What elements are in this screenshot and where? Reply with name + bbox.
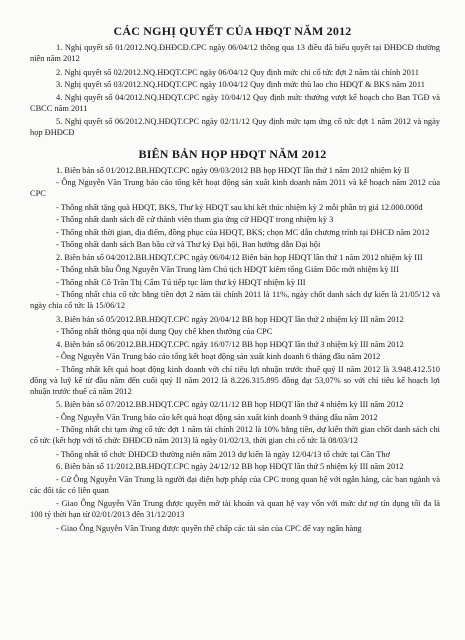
minutes-item: 6. Biên bản số 11/2012.BB.HĐQT.CPC ngày 24/12/12 BB họp HĐQT lần thứ 5 nhiệm kỳ III năm 2012 [56, 462, 404, 471]
minutes-item: - Thống nhất danh sách đề cử thành viên tham gia ứng cử HĐQT trong nhiệm kỳ 3 [56, 215, 334, 224]
resolution-item: 5. Nghị quyết số 06/2012.NQ.HĐQT.CPC ngày 02/11/12 Quy định mức tạm ứng cổ tức đợt 1 năm 2012 và ngày họp ĐHĐCĐ [30, 117, 440, 138]
minutes-item: - Thống nhất thời gian, địa điểm, đồng phục của HĐQT, BKS; chọn MC dẫn chương trình tại ĐHCĐ năm 2012 [56, 227, 430, 237]
minutes-item: 4. Biên bản số 06/2012.BB.HĐQT.CPC ngày 16/07/12 BB họp HĐQT lần thứ 3 nhiệm kỳ III năm 2012 [56, 339, 404, 349]
minutes-item: 1. Biên bản số 01/2012.BB.HĐQT.CPC ngày 09/03/2012 BB họp HĐQT lần thứ 1 năm 2012 nhiệm kỳ II [56, 165, 410, 175]
minutes-item: 2. Biên bản số 04/2012.BB.HĐQT.CPC ngày 06/04/12 Biên bản họp HĐQT lần thứ 1 năm 2012 nhiệm kỳ III [56, 252, 423, 262]
resolution-item: 1. Nghị quyết số 01/2012.NQ.ĐHĐCĐ.CPC ngày 06/04/12 thông qua 13 điều đã biểu quyết tại ĐHĐCĐ thường niên năm 2012 [30, 43, 440, 64]
minutes-item: - Thống nhất kết quả hoạt động kinh doanh với chỉ tiêu lợi nhuận trước thuế quý II năm 2012 là 3.948.412.510 đồng và luỹ kế từ đầu năm đến cuối quý II năm 2012 là 8.226.315.895 đồng đạt 53,07% so với chỉ tiêu kế hoạch lợi nhuận trước thuế cả năm 2012 [30, 364, 440, 397]
minutes-item: - Ông Nguyễn Văn Trung báo cáo tổng kết hoạt động sản xuất kinh doanh năm 2011 và kế hoạch năm 2012 của CPC [30, 178, 440, 199]
minutes-item: 3. Biên bản số 05/2012.BB.HĐQT.CPC ngày 20/04/12 BB họp HĐQT lần thứ 2 nhiệm kỳ III năm 2012 [56, 314, 404, 324]
minutes-item: - Thống nhất tặng quà HĐQT, BKS, Thư ký HĐQT sau khi kết thúc nhiệm kỳ 2 mỗi phần trị giá 12.000.000đ [56, 202, 423, 212]
resolutions-title: CÁC NGHỊ QUYẾT CỦA HĐQT NĂM 2012 [113, 24, 352, 38]
minutes-item: - Thống nhất bầu Ông Nguyễn Văn Trung làm Chủ tịch HĐQT kiêm tổng Giám Đốc mới nhiệm kỳ III [56, 265, 399, 274]
minutes-item: - Ông Nguyễn Văn Trung báo cáo kết quả hoạt động sản xuất kinh doanh 9 tháng đầu năm 2012 [56, 412, 378, 422]
minutes-item: - Thống nhất tổ chức ĐHĐCĐ thường niên năm 2013 dự kiến là ngày 12/04/13 tổ chức tại Cần Thơ [56, 449, 390, 459]
minutes-title: BIÊN BẢN HỌP HĐQT NĂM 2012 [138, 146, 327, 161]
minutes-item: - Giao Ông Nguyễn Văn Trung được quyền thế chấp các tài sản của CPC để vay ngân hàng [56, 523, 362, 533]
resolution-item: 4. Nghị quyết số 04/2012.NQ.HĐQT.CPC ngày 10/04/12 Quy định mức thưởng vượt kế hoạch cho Ban TGĐ và CBCC năm 2011 [30, 92, 440, 113]
resolution-item: 3. Nghị quyết số 03/2012.NQ.HĐQT.CPC ngày 10/04/12 Quy định mức thù lao cho HĐQT & BKS năm 2011 [56, 80, 425, 89]
minutes-item: - Thống nhất Cô Trần Thị Cẩm Tú tiếp tục làm thư ký HĐQT nhiệm kỳ III [56, 277, 306, 287]
minutes-item: 5. Biên bản số 07/2012.BB.HĐQT.CPC ngày 02/11/12 BB họp HĐQT lần thứ 4 nhiệm kỳ III năm 2012 [56, 400, 404, 409]
minutes-item: - Thống nhất thông qua nội dung Quy chế khen thưởng của CPC [56, 327, 273, 336]
minutes-item: - Thống nhất chia cổ tức bằng tiền đợt 2 năm tài chính 2011 là 11%, ngày chốt danh sách dự kiến là 21/05/12 và ngày chia cổ tức là 15/06/12 [30, 290, 440, 311]
minutes-item: - Thống nhất chi tạm ứng cổ tức đợt 1 năm tài chính 2012 là 10% bằng tiền, dự kiến thời gian chốt danh sách chi cổ tức (kết hợp với tổ chức ĐHĐCĐ năm 2013) là ngày 01/02/13, thời gian chi cổ tức là 08/03/12 [30, 425, 440, 446]
minutes-item: - Ông Nguyễn Văn Trung báo cáo tổng kết hoạt động sản xuất kinh doanh 6 tháng đầu năm 2012 [56, 352, 381, 361]
minutes-item: - Giao Ông Nguyễn Văn Trung được quyền mở tài khoản và quan hệ vay vốn với mức dư nợ tín dụng tối đa là 100 tỷ thời hạn từ 02/01/2013 đến 31/12/2013 [30, 499, 440, 520]
resolution-item: 2. Nghị quyết số 02/2012.NQ.HĐQT.CPC ngày 06/04/12 Quy định mức chi cổ tức đợt 2 năm tài chính 2011 [56, 67, 419, 77]
minutes-item: - Cử Ông Nguyễn Văn Trung là người đại diện hợp pháp của CPC trong quan hệ với ngân hàng, các ban ngành và các đối tác có liên quan [30, 474, 440, 495]
minutes-item: - Thống nhất danh sách Ban bầu cử và Thư ký Đại hội, Ban hướng dẫn Đại hội [56, 240, 321, 249]
